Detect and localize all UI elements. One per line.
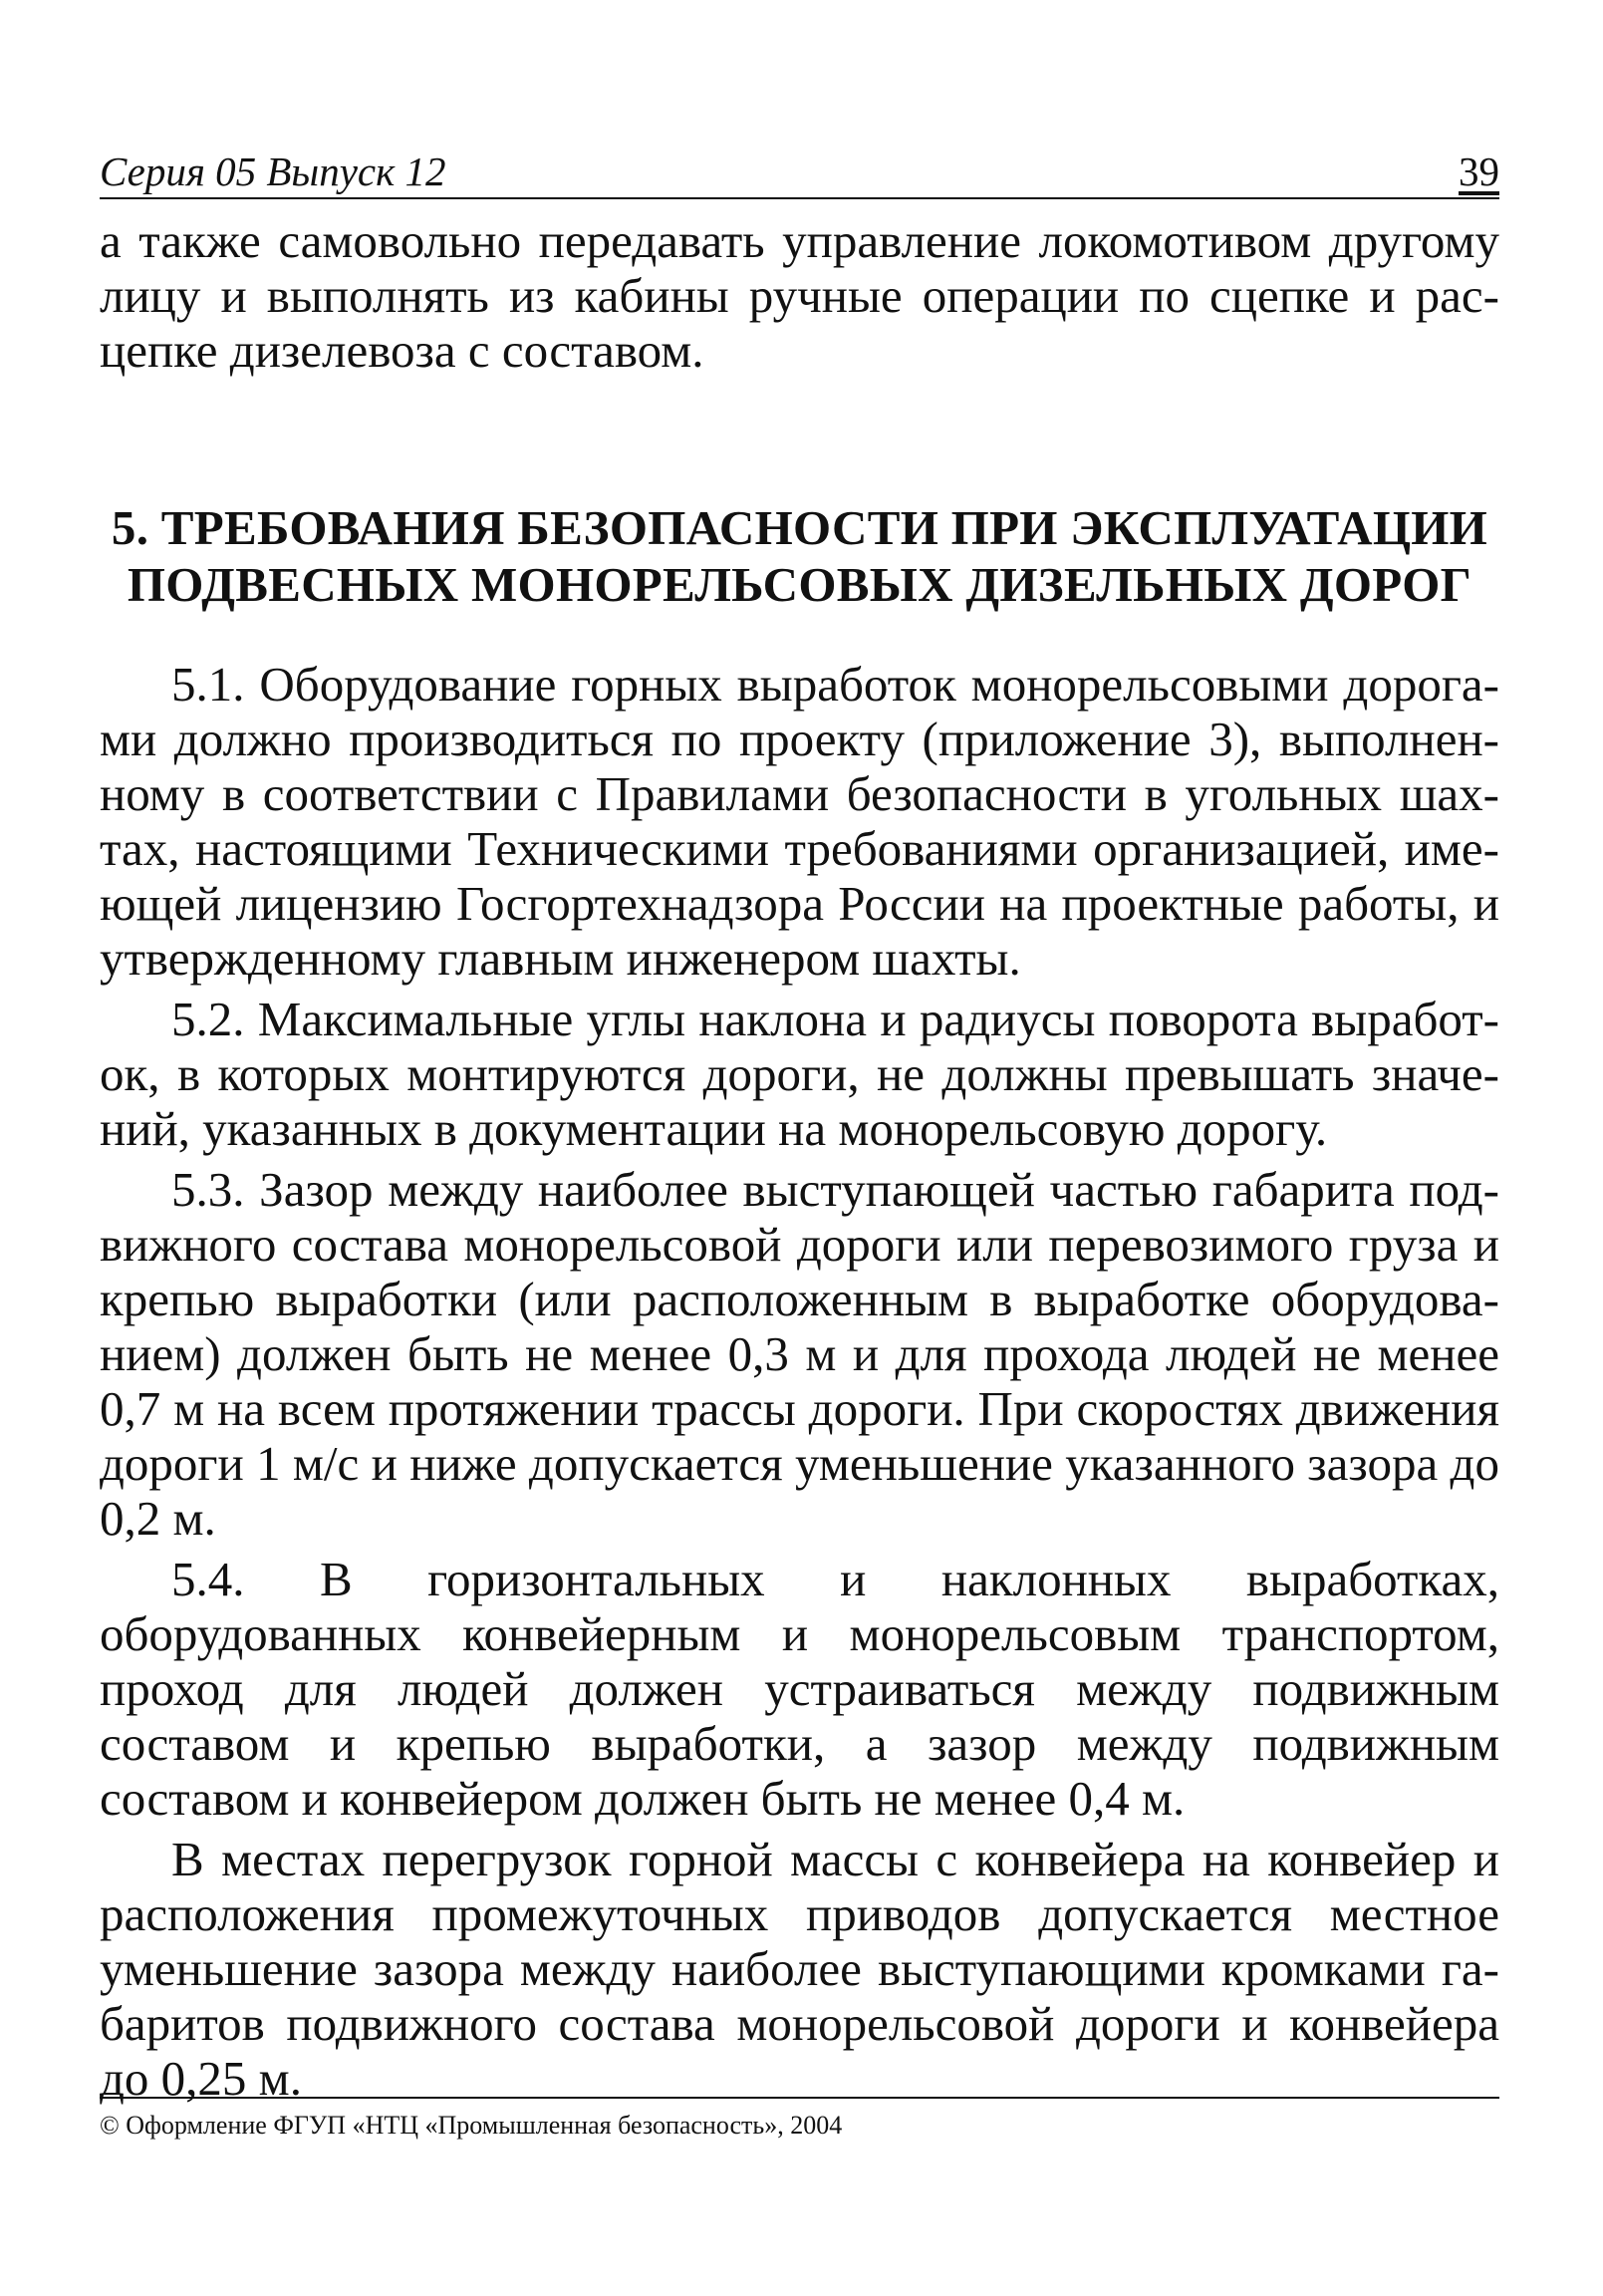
page-footer: [100, 2097, 1499, 2141]
section-heading-line-2: ПОДВЕСНЫХ МОНОРЕЛЬСОВЫХ ДИЗЕЛЬНЫХ ДОРОГ: [127, 557, 1472, 612]
intro-paragraph: а также самовольно передавать управление локомотивом другому лицу и выполнять из кабины ручные операции по сцепке и расцепке дизелевоза с составом.: [100, 213, 1499, 378]
copyright-note: © Оформление ФГУП «НТЦ «Промышленная безопасность», 2004: [100, 2111, 843, 2140]
section-heading-line-1: 5. ТРЕБОВАНИЯ БЕЗОПАСНОСТИ ПРИ ЭКСПЛУАТАЦИИ: [111, 500, 1488, 555]
paragraph-5-4-continuation: В местах перегрузок горной массы с конвейера на конвейер и расположения промежуточных приводов допускается местное уменьшение зазора между наиболее выступающими кромками габаритов подвижного состава монорельсовой дороги и конвейера до 0,25 м.: [100, 1832, 1499, 2106]
paragraph-5-3: 5.3. Зазор между наиболее выступающей частью габарита подвижного состава монорельсовой дороги или перевозимого груза и крепью выработки (или расположенным в выработке оборудованием) должен быть не менее 0,3 м и для прохода людей не менее 0,7 м на всем протяжении трассы дороги. При скоростях движения дороги 1 м/с и ниже допускается уменьшение указанного зазора до 0,2 м.: [100, 1162, 1499, 1546]
series-label: Серия 05 Выпуск 12: [100, 148, 446, 194]
paragraph-5-2: 5.2. Максимальные углы наклона и радиусы поворота выработок, в которых монтируются дороги, не должны превышать значений, указанных в документации на монорельсовую дорогу.: [100, 992, 1499, 1156]
page-number: 39: [1459, 148, 1499, 194]
document-page: [100, 149, 1499, 2106]
running-header: [100, 149, 1499, 199]
paragraph-5-4: 5.4. В горизонтальных и наклонных выработках, оборудованных конвейерным и монорельсовым транспортом, проход для людей должен устраиваться между подвижным составом и крепью выработки, а зазор между подвижным составом и конвейером должен быть не менее 0,4 м.: [100, 1552, 1499, 1826]
section-heading: [100, 499, 1499, 613]
paragraph-5-1: 5.1. Оборудование горных выработок монорельсовыми дорогами должно производиться по проекту (приложение 3), выполненному в соответствии с Правилами безопасности в угольных шахтах, настоящими Техническими требованиями организацией, имеющей лицензию Госгортехнадзора России на проектные работы, и утвержденному главным инженером шахты.: [100, 657, 1499, 986]
